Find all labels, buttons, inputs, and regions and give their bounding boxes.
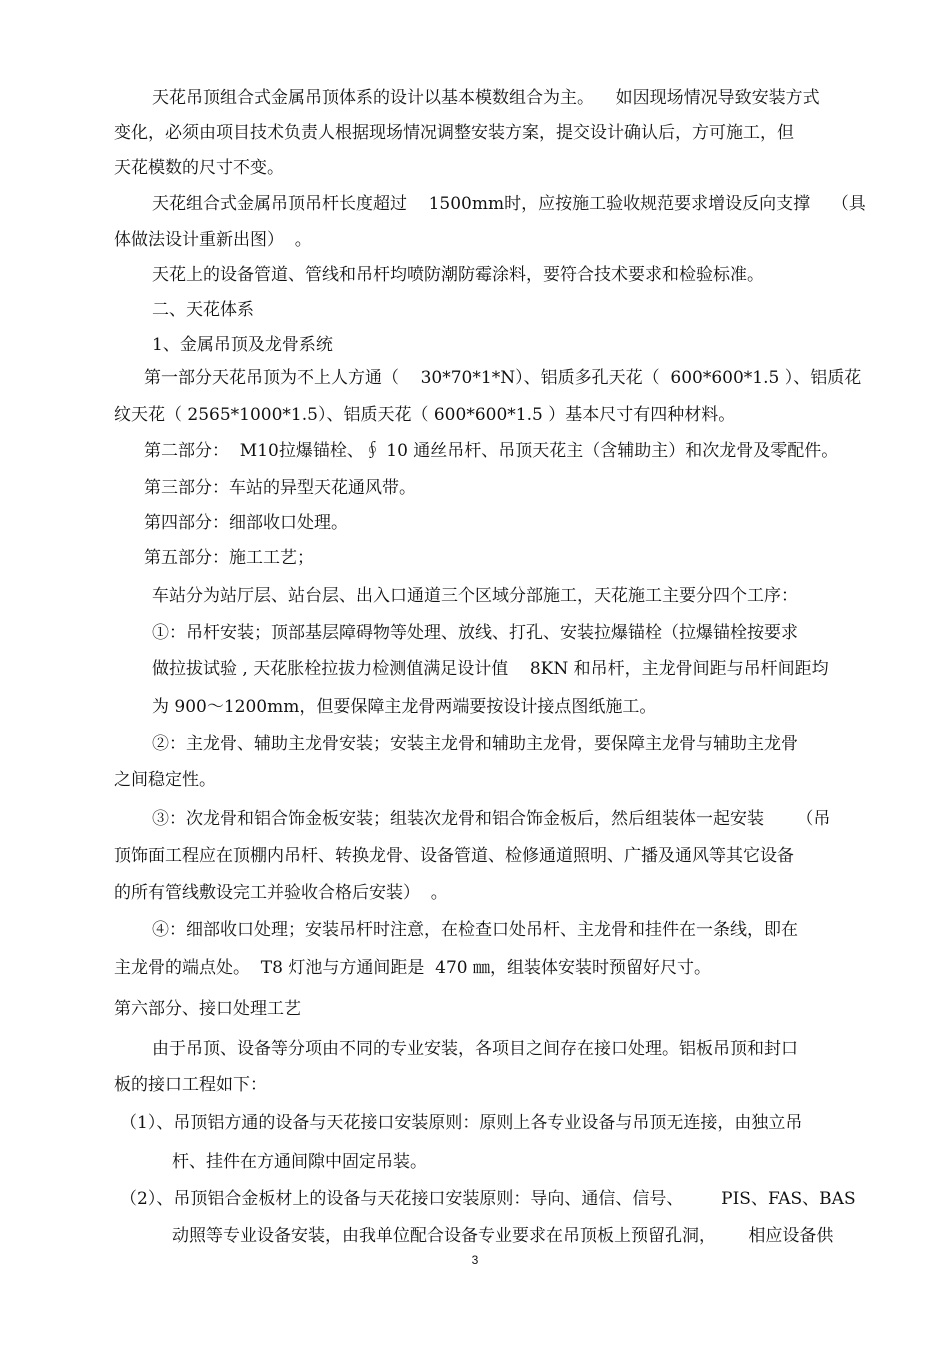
text-line: 变化，必须由项目技术负责人根据现场情况调整安装方案，提交设计确认后，方可施工，但 xyxy=(114,123,794,143)
text-line: 之间稳定性。 xyxy=(114,770,216,790)
text-line: 顶饰面工程应在顶棚内吊杆、转换龙骨、设备管道、检修通道照明、广播及通风等其它设备 xyxy=(114,846,794,866)
text-line: ③：次龙骨和铝合饰金板安装；组装次龙骨和铝合饰金板后，然后组装体一起安装 （吊 xyxy=(152,809,831,829)
text-line: ②：主龙骨、辅助主龙骨安装；安装主龙骨和辅助主龙骨，要保障主龙骨与辅助主龙骨 xyxy=(152,734,798,754)
text-line: 由于吊顶、设备等分项由不同的专业安装，各项目之间存在接口处理。铝板吊顶和封口 xyxy=(152,1039,798,1059)
text-line: 为 900～1200mm，但要保障主龙骨两端要按设计接点图纸施工。 xyxy=(152,697,657,717)
text-line: 第四部分：细部收口处理。 xyxy=(144,513,348,533)
subsection-heading: 1、金属吊顶及龙骨系统 xyxy=(152,335,333,355)
text-line: 主龙骨的端点处。 T8 灯池与方通间距是 470 ㎜，组装体安装时预留好尺寸。 xyxy=(114,958,712,978)
text-line: （2）、吊顶铝合金板材上的设备与天花接口安装原则：导向、通信、信号、 PIS、FAS、BAS xyxy=(120,1189,856,1209)
text-line: ④：细部收口处理；安装吊杆时注意，在检查口处吊杆、主龙骨和挂件在一条线，即在 xyxy=(152,920,798,940)
text-line: 第三部分：车站的异型天花通风带。 xyxy=(144,478,416,498)
text-line: 天花组合式金属吊顶吊杆长度超过 1500mm时，应按施工验收规范要求增设反向支撑 （具 xyxy=(152,194,866,214)
section-heading: 二、天花体系 xyxy=(152,300,254,320)
page-number: 3 xyxy=(471,1253,479,1267)
text-line: 天花模数的尺寸不变。 xyxy=(114,158,284,178)
text-line: 板的接口工程如下： xyxy=(114,1075,267,1095)
text-line: 第二部分： M10拉爆锚栓、∮ 10 通丝吊杆、吊顶天花主（含辅助主）和次龙骨及零配件。 xyxy=(144,441,839,461)
text-line: 第五部分：施工工艺； xyxy=(144,548,314,568)
text-line: （1）、吊顶铝方通的设备与天花接口安装原则：原则上各专业设备与吊顶无连接，由独立吊 xyxy=(120,1113,803,1133)
text-line: 体做法设计重新出图） 。 xyxy=(114,230,312,250)
text-line: 的所有管线敷设完工并验收合格后安装） 。 xyxy=(114,883,448,903)
text-line: 杆、挂件在方通间隙中固定吊装。 xyxy=(172,1152,427,1172)
text-line: ①：吊杆安装；顶部基层障碍物等处理、放线、打孔、安装拉爆锚栓（拉爆锚栓按要求 xyxy=(152,623,798,643)
text-line: 动照等专业设备安装，由我单位配合设备专业要求在吊顶板上预留孔洞， 相应设备供 xyxy=(172,1226,834,1246)
text-line: 第一部分天花吊顶为不上人方通（ 30*70*1*N）、铝质多孔天花（ 600*600*1.5 ）、铝质花 xyxy=(144,368,862,388)
text-line: 天花上的设备管道、管线和吊杆均喷防潮防霉涂料，要符合技术要求和检验标准。 xyxy=(152,265,764,285)
text-line: 纹天花（ 2565*1000*1.5）、铝质天花（ 600*600*1.5 ）基本尺寸有四种材料。 xyxy=(114,405,736,425)
text-line: 做拉拔试验 , 天花胀栓拉拔力检测值满足设计值 8KN 和吊杆，主龙骨间距与吊杆间距均 xyxy=(152,659,829,679)
text-line: 天花吊顶组合式金属吊顶体系的设计以基本模数组合为主。 如因现场情况导致安装方式 xyxy=(152,88,820,108)
text-line: 车站分为站厅层、站台层、出入口通道三个区域分部施工，天花施工主要分四个工序： xyxy=(152,586,798,606)
section-heading: 第六部分、接口处理工艺 xyxy=(114,999,301,1019)
